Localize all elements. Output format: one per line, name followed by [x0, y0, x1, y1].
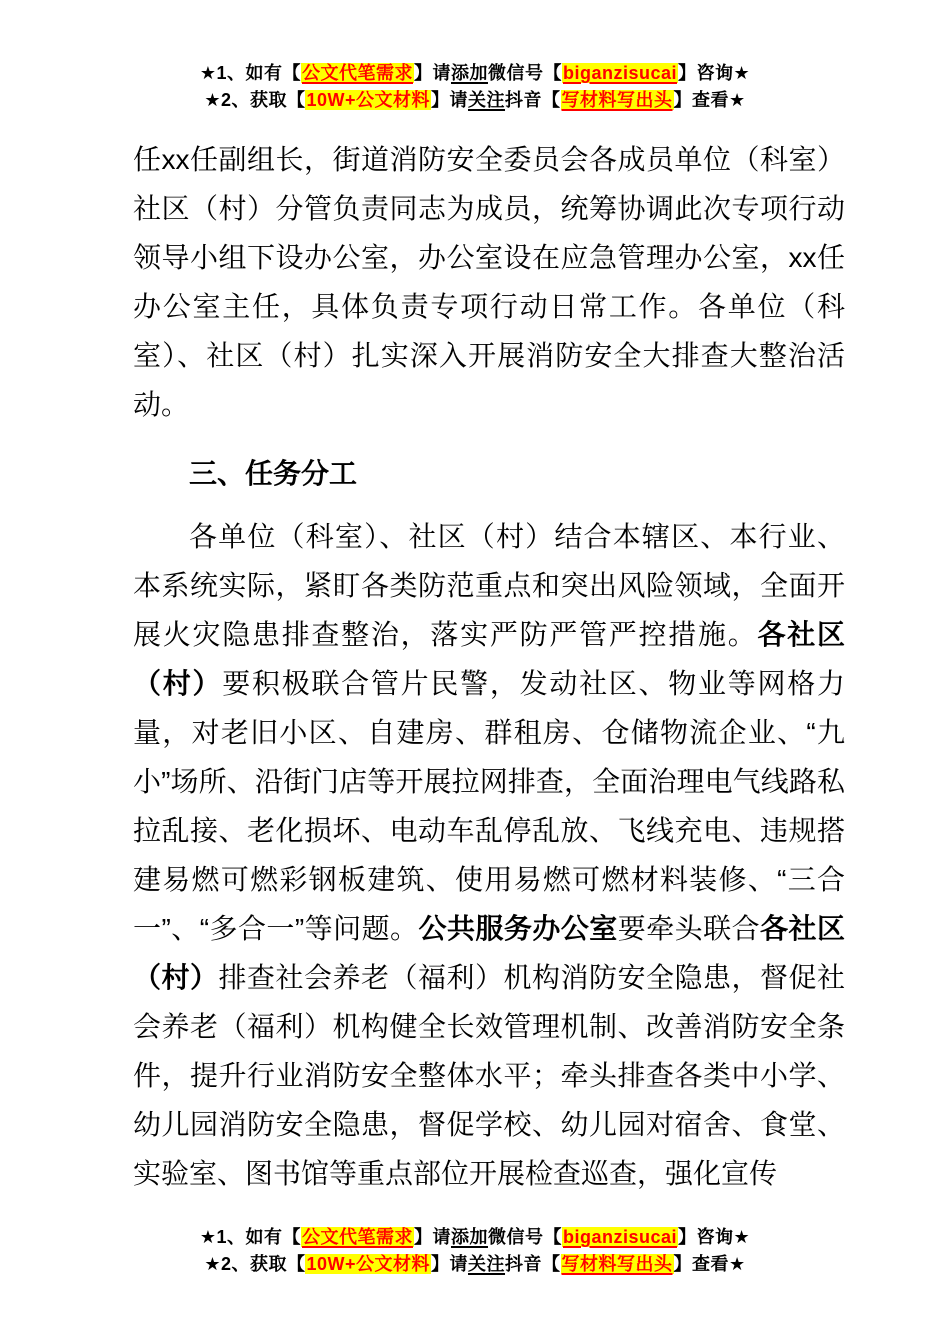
promo-banner-line-2	[0, 1251, 950, 1278]
banner-text: 抖音【	[505, 1254, 561, 1274]
banner-underline-follow: 关注	[468, 1254, 506, 1274]
banner-text: 微信号【	[487, 63, 562, 83]
promo-highlight-materials: 10W+公文材料	[306, 90, 431, 110]
banner-text: 】请	[413, 63, 451, 83]
promo-banner-line-2	[0, 87, 950, 114]
promo-banner-line-1	[0, 60, 950, 87]
banner-text: 】查看★	[673, 1254, 746, 1274]
section-heading-task-division: 三、任务分工	[189, 458, 358, 489]
banner-text: ★1、如有【	[199, 63, 301, 83]
banner-text: 】咨询★	[678, 63, 751, 83]
douyin-id: 写材料写出头	[561, 90, 673, 110]
body-text: 任xx任副组长，街道消防安全委员会各成员单位（科室）社区（村）分管负责同志为成员，统筹协调此次专项行动领导小组下设办公室，办公室设在应急管理办公室，xx任办公室主任，具体负责专项行动日常工作。各单位（科室）、社区（村）扎实深入开展消防安全大排查大整治活动。	[133, 144, 845, 420]
promo-highlight-materials: 10W+公文材料	[306, 1254, 431, 1274]
banner-text: 】咨询★	[678, 1227, 751, 1247]
banner-text: ★2、获取【	[204, 90, 306, 110]
body-text-bold-communities: 各社区（村）	[133, 913, 845, 993]
body-text: 要积极联合管片民警，发动社区、物业等网格力量，对老旧小区、自建房、群租房、仓储物流企业、“九小”场所、沿街门店等开展拉网排查，全面治理电气线路私拉乱接、老化损坏、电动车乱停乱放、飞线充电、违规搭建易燃可燃彩钢板建筑、使用易燃可燃材料装修、“三合一”、“多合一”等问题。	[133, 668, 845, 944]
body-text: 要牵头联合	[617, 913, 761, 944]
banner-text: 抖音【	[505, 90, 561, 110]
body-text: 排查社会养老（福利）机构消防安全隐患，督促社会养老（福利）机构健全长效管理机制、改善消防安全条件，提升行业消防安全整体水平；牵头排查各类中小学、幼儿园消防安全隐患，督促学校、幼儿园对宿舍、食堂、实验室、图书馆等重点部位开展检查巡查，强化宣传	[133, 962, 845, 1189]
promo-banner-line-1	[0, 1224, 950, 1251]
banner-text: 】查看★	[673, 90, 746, 110]
banner-text: 】请	[431, 1254, 469, 1274]
banner-text: 微信号【	[487, 1227, 562, 1247]
douyin-id: 写材料写出头	[561, 1254, 673, 1274]
promo-banner-bottom	[0, 1224, 950, 1278]
promo-highlight-writing-service: 公文代笔需求	[301, 63, 413, 83]
banner-text: ★2、获取【	[204, 1254, 306, 1274]
wechat-id: biganzisucai	[562, 63, 678, 83]
banner-underline-follow: 关注	[468, 90, 506, 110]
body-text-bold-communities: 各社区（村）	[133, 619, 845, 699]
banner-text: ★1、如有【	[199, 1227, 301, 1247]
banner-underline-add: 添加	[450, 1227, 488, 1247]
banner-underline-add: 添加	[450, 63, 488, 83]
paragraph-task-division	[133, 512, 845, 1198]
promo-highlight-writing-service: 公文代笔需求	[301, 1227, 413, 1247]
body-text-bold-public-service-office: 公共服务办公室	[418, 913, 618, 944]
document-body	[133, 135, 845, 1198]
promo-banner-top	[0, 0, 950, 114]
banner-text: 】请	[413, 1227, 451, 1247]
banner-text: 】请	[431, 90, 469, 110]
paragraph-leadership-continuation	[133, 135, 845, 429]
wechat-id: biganzisucai	[562, 1227, 678, 1247]
body-text: 各单位（科室）、社区（村）结合本辖区、本行业、本系统实际，紧盯各类防范重点和突出风险领域，全面开展火灾隐患排查整治，落实严防严管严控措施。	[133, 521, 845, 650]
